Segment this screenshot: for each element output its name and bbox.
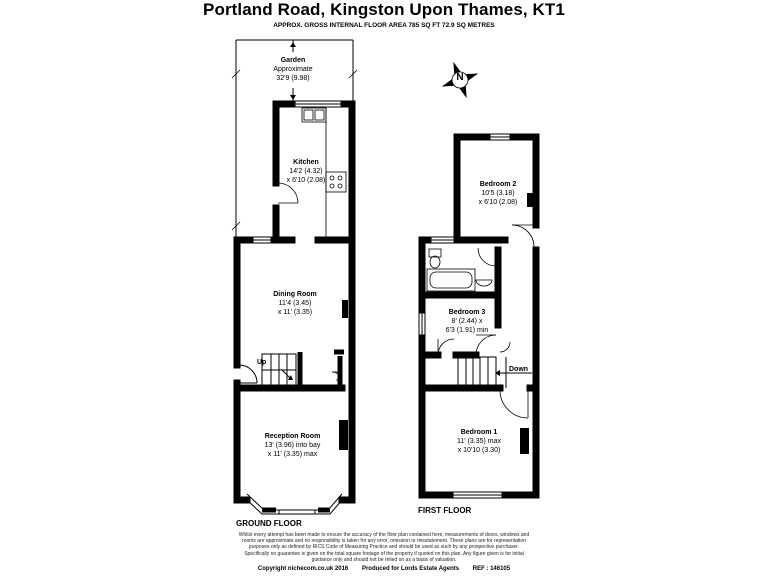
room-name: Bedroom 3 — [448, 309, 486, 316]
room-dim-2: x 10'10 (3.30) — [457, 447, 501, 454]
room-name: Reception Room — [264, 433, 321, 440]
room-dim-1: 14'2 (4.32) — [289, 168, 323, 175]
room-dim-2: x 11' (3.35) — [277, 309, 313, 316]
room-dim-1: 10'5 (3.18) — [481, 190, 515, 197]
room-label-bedroom-3 — [432, 308, 502, 335]
footer-copyright: Copyright nichecom.co.uk 2016 — [257, 566, 349, 572]
footer — [0, 566, 768, 572]
room-dim-2: 6'3 (1.91) min — [445, 327, 489, 334]
ground-stairs — [239, 354, 296, 386]
room-label-kitchen — [272, 158, 340, 185]
room-label-dining-room — [245, 290, 345, 317]
page-title: Portland Road, Kingston Upon Thames, KT1 — [203, 0, 565, 19]
room-name: Kitchen — [293, 159, 319, 166]
room-label-reception-room — [240, 432, 345, 459]
room-dim-2: 32'9 (9.98) — [276, 75, 310, 82]
room-dim-1: 11'4 (3.45) — [278, 300, 312, 307]
disclaimer-line: Whilst every attempt has been made to ensure the accuracy of the floor plan contained here, measurements of doors, windows and — [238, 532, 530, 538]
room-dim-2: x 6'10 (2.08) — [286, 177, 326, 184]
room-label-bedroom-1 — [440, 428, 518, 455]
room-dim-2: x 6'10 (2.08) — [478, 199, 518, 206]
footer-produced-for: Produced for Lords Estate Agents — [361, 566, 460, 572]
footer-ref: REF : 146105 — [472, 566, 511, 572]
room-dim-1: 8' (2.44) x — [451, 318, 483, 325]
disclaimer-line: rooms are approximate and no responsibility is taken for any error, omission or misstatement. These plans are for representation — [242, 538, 526, 545]
disclaimer-line: purposes only as defined by RICS Code of Measuring Practice and should be used as such by any prospective purchaser. — [248, 544, 520, 551]
room-dim-1: 11' (3.35) max — [456, 438, 501, 445]
disclaimer-text — [0, 532, 768, 563]
ground-floor-label: GROUND FLOOR — [236, 519, 302, 528]
compass-letter: N — [456, 72, 464, 83]
room-label-garden — [243, 56, 343, 83]
disclaimer-line: Specifically no guarantee is given on the total square footage of the property if quoted on this plan. Any figure given is for initial — [244, 550, 524, 557]
room-name: Garden — [280, 57, 306, 64]
room-name: Bedroom 1 — [460, 429, 498, 436]
room-dim-1: 13' (3.96) into bay — [264, 442, 321, 449]
room-dim-2: x 11' (3.35) max — [267, 451, 318, 458]
stairs-up-label: Up — [257, 359, 267, 366]
bathroom-fittings — [427, 248, 496, 291]
stairs-down-label: Down — [509, 366, 529, 373]
floor-area-subtitle: APPROX. GROSS INTERNAL FLOOR AREA 785 SQ FT 72.9 SQ METRES — [273, 22, 495, 29]
room-dim-1: Approximate — [273, 66, 313, 73]
room-label-bedroom-2 — [462, 180, 534, 207]
room-name: Dining Room — [273, 291, 317, 298]
disclaimer-line: guidance only and should not be relied on as a basis of valuation. — [311, 556, 457, 563]
first-floor-label: FIRST FLOOR — [418, 506, 472, 515]
room-name: Bedroom 2 — [479, 181, 517, 188]
